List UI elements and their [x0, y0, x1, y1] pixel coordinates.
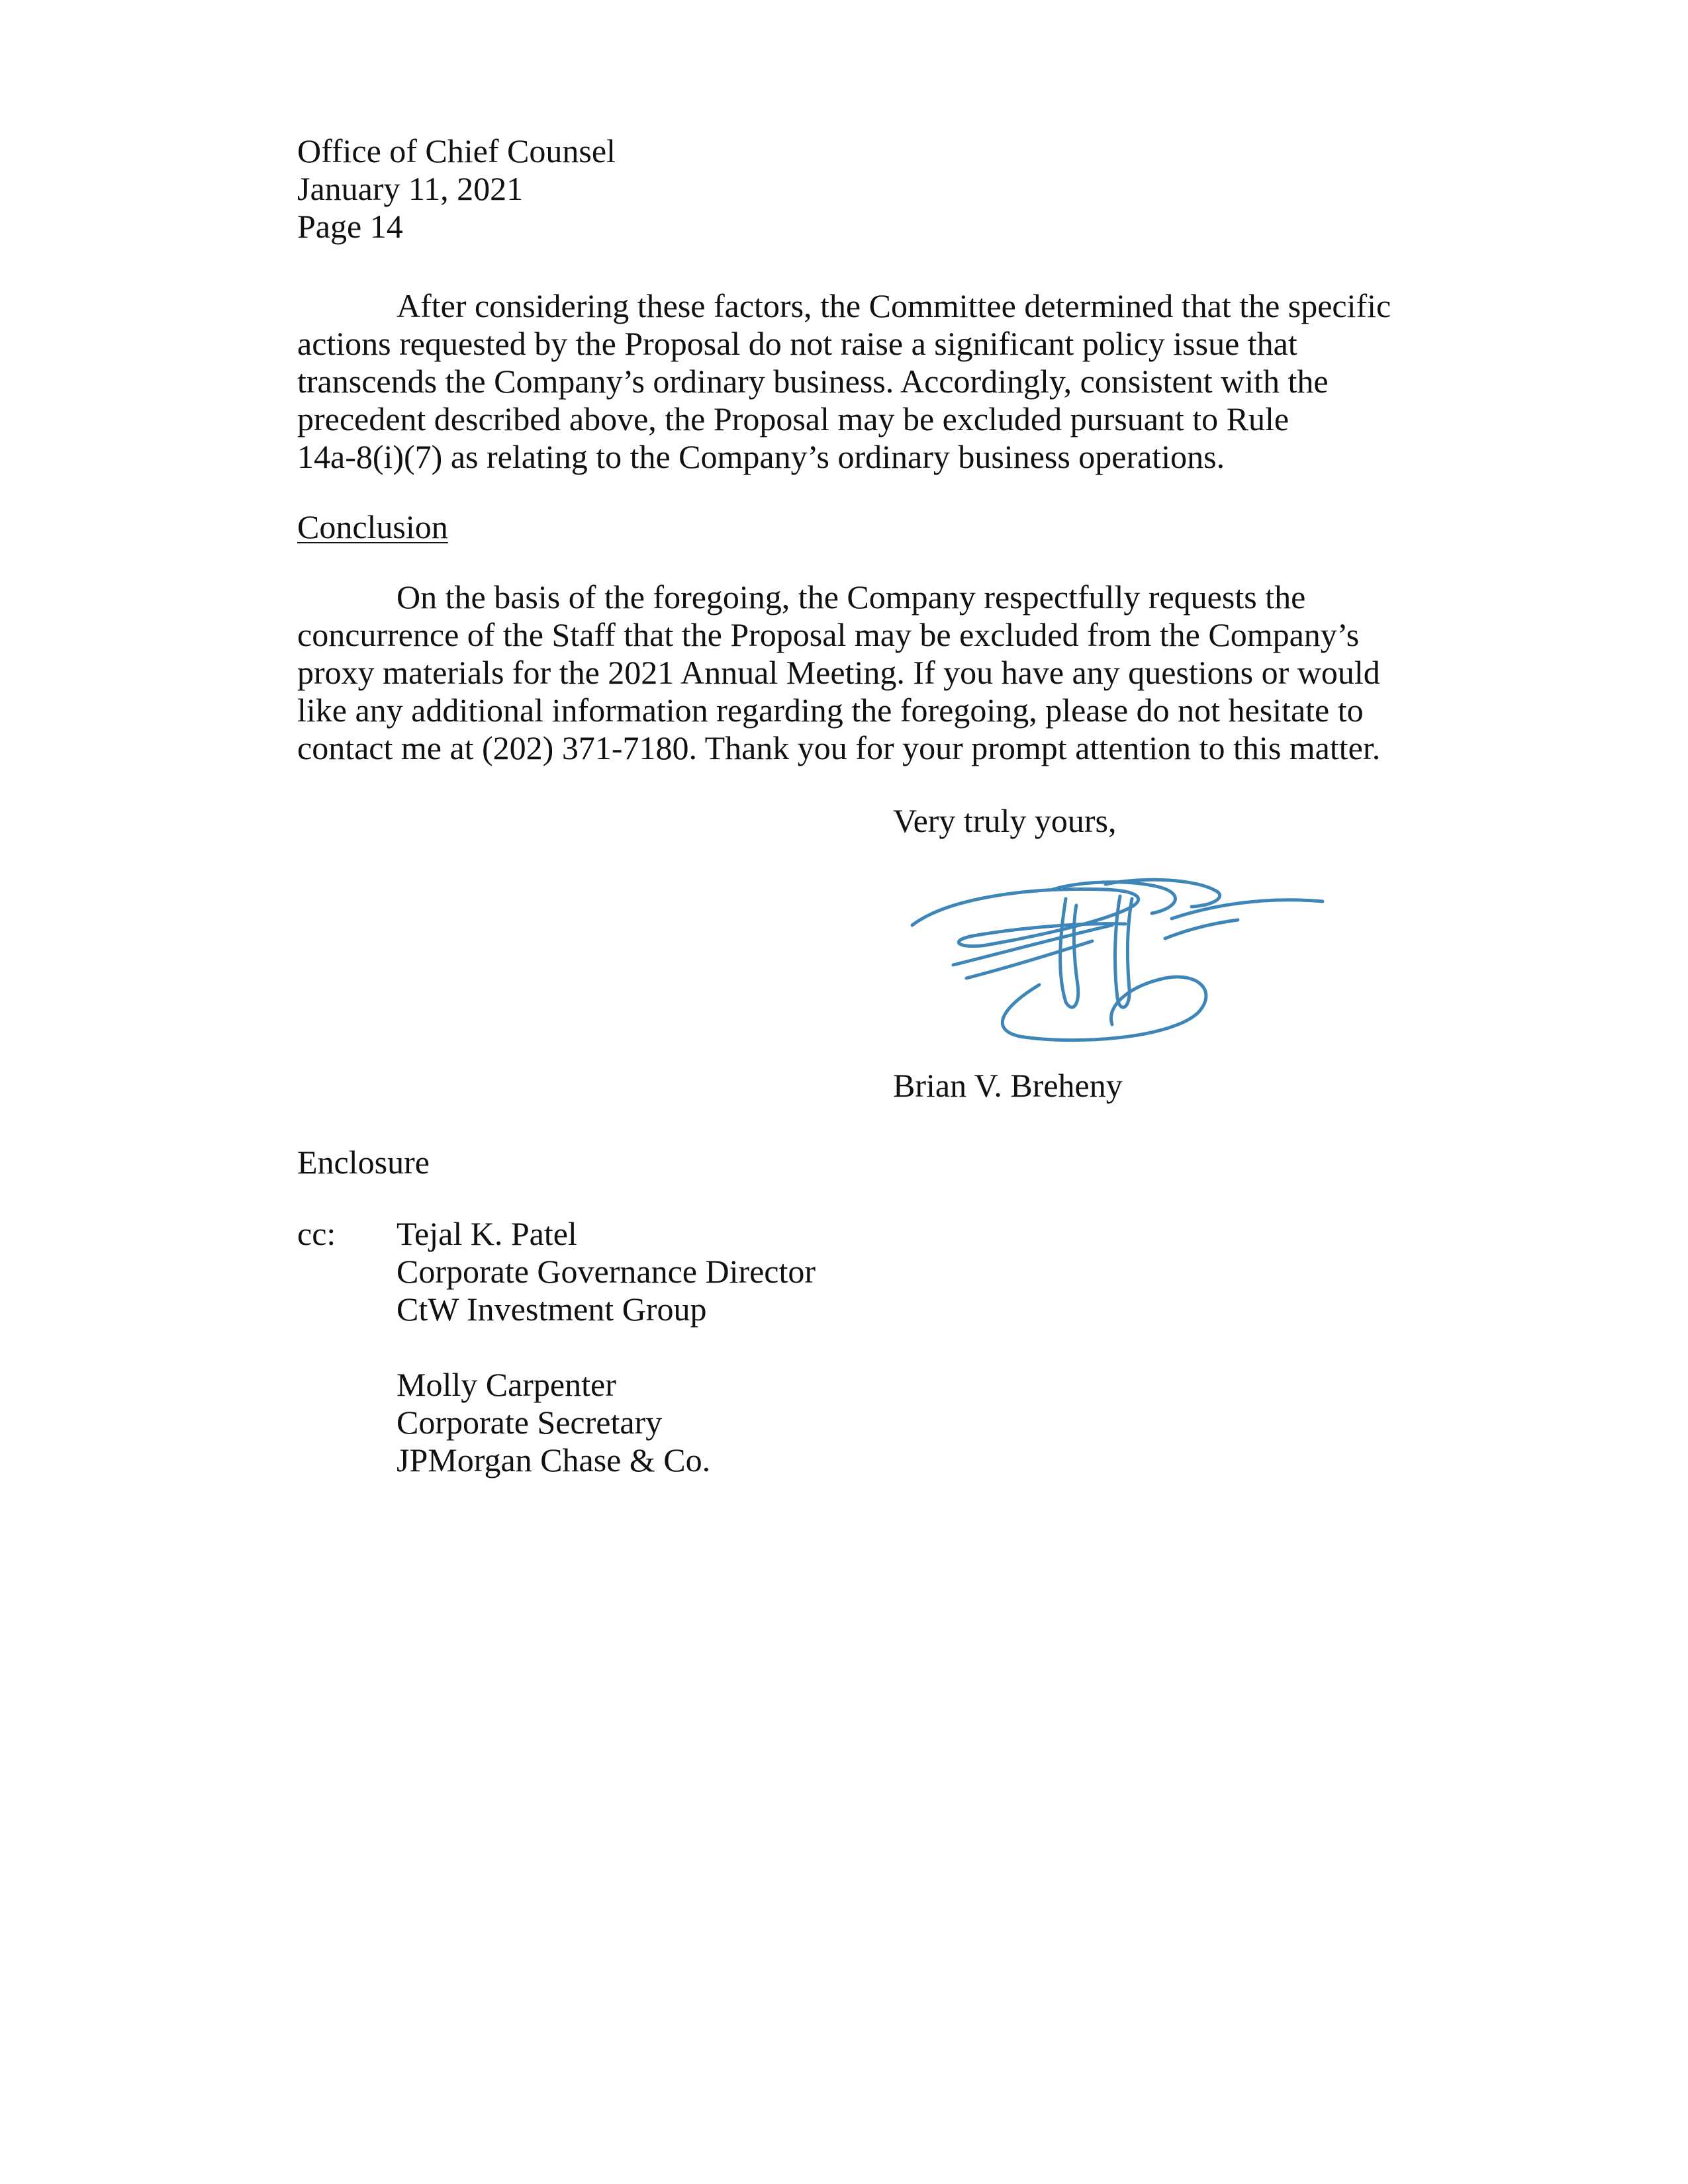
- recipient-title: Corporate Governance Director: [397, 1253, 816, 1290]
- recipient-organization: JPMorgan Chase & Co.: [397, 1441, 711, 1479]
- recipient-name: Molly Carpenter: [397, 1366, 616, 1403]
- handwritten-signature: [907, 872, 1331, 1044]
- cc-recipients: [397, 1215, 816, 1479]
- conclusion-heading: Conclusion: [297, 508, 448, 545]
- header-office: Office of Chief Counsel: [297, 132, 616, 169]
- paragraph-line: After considering these factors, the Committee determined that the specific: [397, 287, 1391, 324]
- signer-name: Brian V. Breheny: [893, 1067, 1123, 1104]
- paragraph-line: contact me at (202) 371-7180. Thank you for your prompt attention to this matter.: [297, 729, 1381, 766]
- paragraph-line: On the basis of the foregoing, the Company respectfully requests the: [397, 578, 1306, 615]
- header-page-number: Page 14: [297, 208, 403, 245]
- closing-salutation: Very truly yours,: [893, 802, 1117, 839]
- cc-recipient: [397, 1366, 816, 1479]
- paragraph-line: actions requested by the Proposal do not raise a significant policy issue that: [297, 325, 1297, 362]
- body-paragraph-2: [297, 578, 1380, 767]
- cc-recipient: [397, 1215, 816, 1328]
- cc-label: cc:: [297, 1215, 336, 1252]
- recipient-organization: CtW Investment Group: [397, 1291, 707, 1328]
- enclosure-note: Enclosure: [297, 1144, 430, 1181]
- body-paragraph-1: [297, 287, 1391, 476]
- letter-header: [297, 132, 616, 246]
- paragraph-line: proxy materials for the 2021 Annual Meeting. If you have any questions or would: [297, 654, 1380, 691]
- header-date: January 11, 2021: [297, 170, 524, 207]
- paragraph-line: concurrence of the Staff that the Proposal may be excluded from the Company’s: [297, 616, 1360, 653]
- recipient-name: Tejal K. Patel: [397, 1215, 577, 1252]
- paragraph-line: like any additional information regarding the foregoing, please do not hesitate to: [297, 692, 1364, 729]
- paragraph-line: transcends the Company’s ordinary business. Accordingly, consistent with the: [297, 363, 1329, 400]
- recipient-title: Corporate Secretary: [397, 1404, 663, 1441]
- recipient-spacer: [397, 1328, 816, 1366]
- paragraph-line: 14a-8(i)(7) as relating to the Company’s ordinary business operations.: [297, 438, 1225, 475]
- paragraph-line: precedent described above, the Proposal may be excluded pursuant to Rule: [297, 400, 1289, 437]
